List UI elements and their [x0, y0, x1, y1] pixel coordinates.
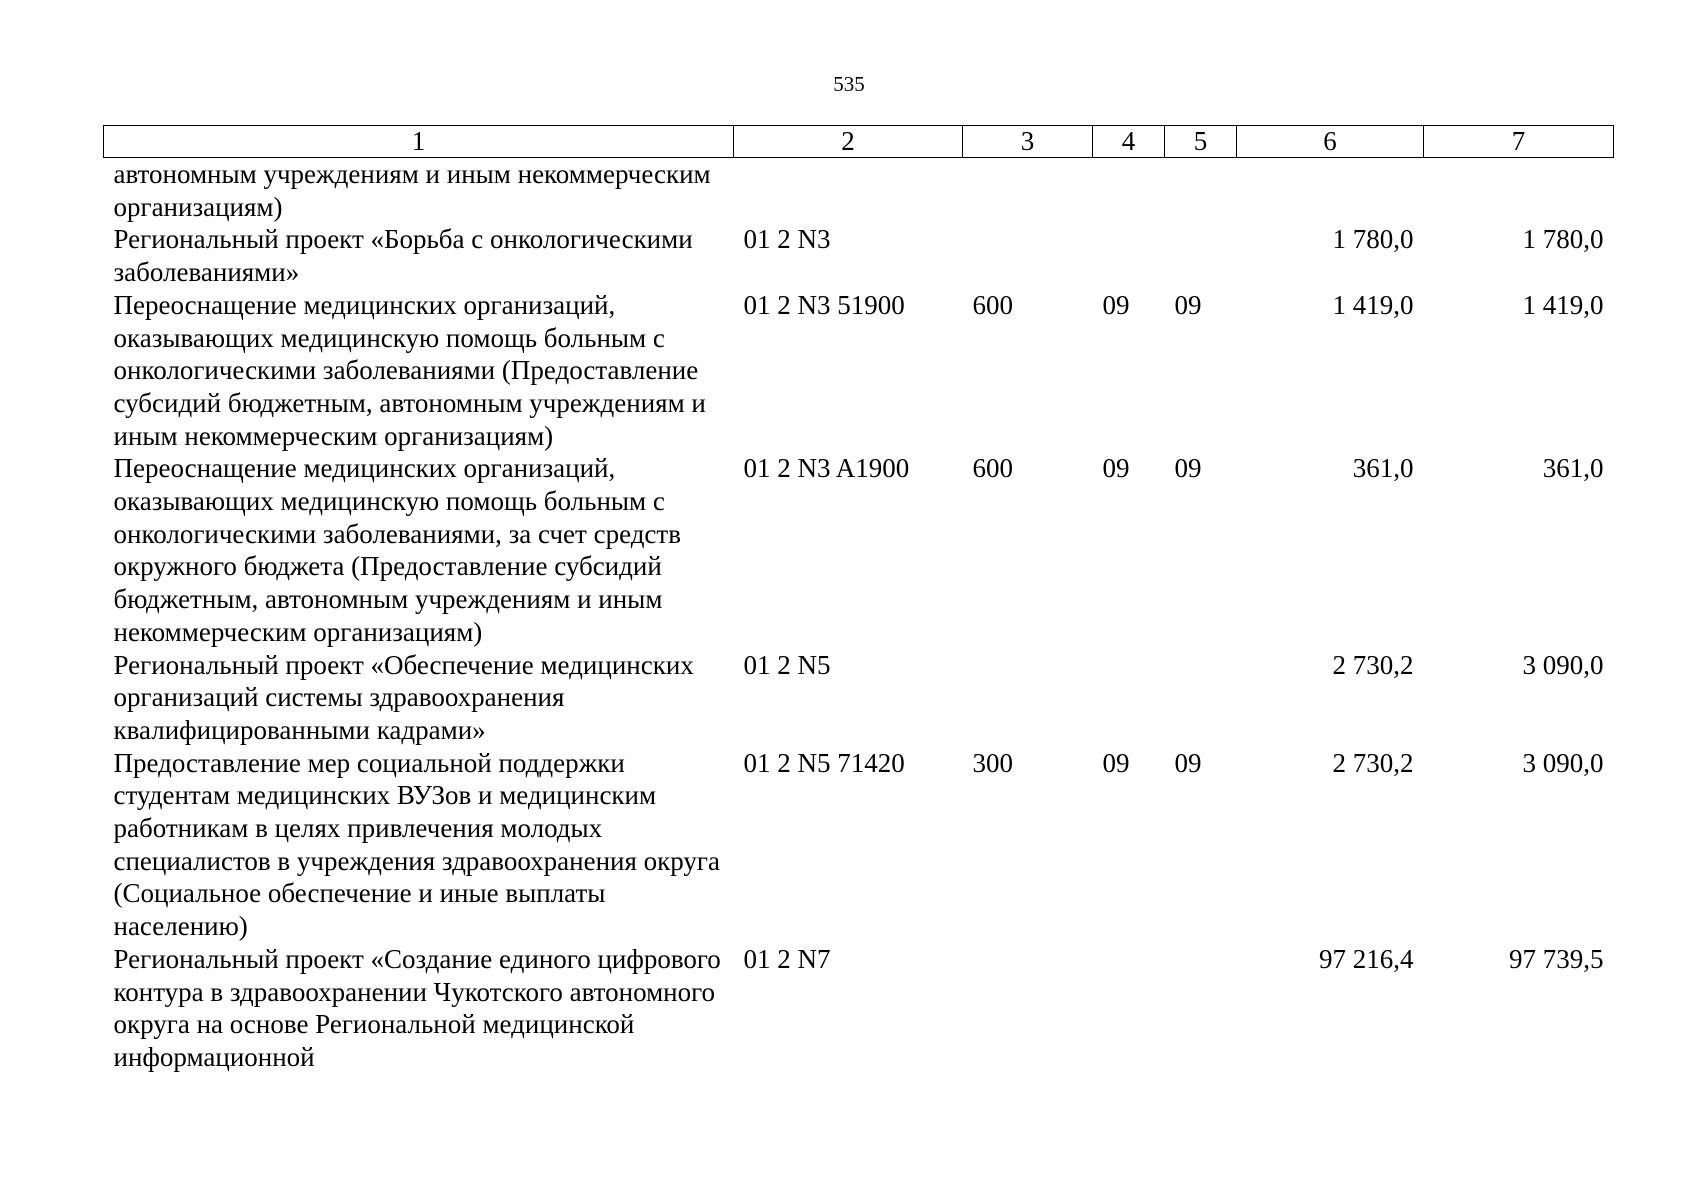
row-code [734, 158, 963, 224]
row-name: автономным учреждениям и иным некоммерческим организациям) [113, 159, 711, 222]
row-sum-col6: 1 780,0 [1332, 224, 1414, 255]
row-vr [963, 158, 1093, 224]
row-rz [1093, 223, 1165, 288]
row-pr [1165, 223, 1237, 288]
row-sum-col7: 361,0 [1542, 453, 1604, 484]
row-rz [1093, 649, 1165, 747]
row-rz [1093, 158, 1165, 224]
row-pr [1165, 943, 1237, 1074]
row-name: Переоснащение медицинских организаций, оказывающих медицинскую помощь больным с онкологическими заболеваниями, за счет средств окружного бюджета (Предоставление субсидий бюджетным, автономным учреждениям и иным некоммерческим организациям) [113, 453, 681, 647]
header-col-1: 1 [104, 126, 734, 158]
row-rz: 09 [1102, 453, 1130, 484]
row-name: Переоснащение медицинских организаций, оказывающих медицинскую помощь больным с онкологическими заболеваниями (Предоставление субсидий бюджетным, автономным учреждениям и иным некоммерческим организациям) [113, 289, 706, 451]
row-code: 01 2 N5 71420 [743, 747, 905, 778]
table-row [104, 223, 1614, 288]
header-col-6: 6 [1237, 126, 1424, 158]
table-row [104, 158, 1614, 224]
row-name: Региональный проект «Обеспечение медицинских организаций системы здравоохранения квалифицированными кадрами» [113, 649, 694, 745]
table-row [104, 943, 1614, 1074]
row-sum-col7: 1 780,0 [1522, 224, 1604, 255]
row-name: Предоставление мер социальной поддержки студентам медицинских ВУЗов и медицинским работникам в целях привлечения молодых специалистов в учреждения здравоохранения округа (Социальное обеспечение и иные выплаты населению) [113, 747, 720, 942]
row-sum-col6: 2 730,2 [1332, 747, 1414, 778]
row-rz: 09 [1102, 289, 1130, 320]
row-vr [963, 223, 1093, 288]
row-sum-col6: 361,0 [1352, 453, 1414, 484]
table-row [104, 747, 1614, 943]
row-code: 01 2 N3 51900 [743, 289, 905, 320]
row-name: Региональный проект «Создание единого цифрового контура в здравоохранении Чукотского автономного округа на основе Региональной медицинской информационной [113, 943, 721, 1072]
row-vr: 600 [972, 289, 1013, 320]
row-code: 01 2 N7 [743, 943, 831, 974]
table-header-row [104, 126, 1614, 158]
row-code: 01 2 N3 [743, 224, 831, 255]
row-sum-col6: 2 730,2 [1332, 649, 1414, 680]
row-sum-col7 [1424, 158, 1614, 224]
row-sum-col7: 97 739,5 [1509, 943, 1604, 974]
table-row [104, 289, 1614, 453]
header-col-3: 3 [963, 126, 1093, 158]
row-vr [963, 943, 1093, 1074]
row-sum-col7: 3 090,0 [1522, 649, 1604, 680]
header-col-2: 2 [734, 126, 963, 158]
row-name: Региональный проект «Борьба с онкологическими заболеваниями» [113, 224, 693, 288]
row-vr: 600 [972, 453, 1013, 484]
row-sum-col6: 1 419,0 [1332, 289, 1414, 320]
header-col-5: 5 [1165, 126, 1237, 158]
row-pr [1165, 649, 1237, 747]
row-sum-col7: 3 090,0 [1522, 747, 1604, 778]
row-code: 01 2 N3 A1900 [743, 453, 910, 484]
row-sum-col7: 1 419,0 [1522, 289, 1604, 320]
row-vr [963, 649, 1093, 747]
row-pr: 09 [1174, 453, 1202, 484]
header-col-7: 7 [1424, 126, 1614, 158]
table-row [104, 452, 1614, 648]
table-row [104, 649, 1614, 747]
page-number: 535 [833, 72, 865, 96]
row-code: 01 2 N5 [743, 649, 831, 680]
row-pr: 09 [1174, 747, 1202, 778]
header-col-4: 4 [1093, 126, 1165, 158]
row-pr [1165, 158, 1237, 224]
row-sum-col6: 97 216,4 [1319, 943, 1414, 974]
row-rz [1093, 943, 1165, 1074]
row-sum-col6 [1237, 158, 1424, 224]
budget-table [103, 125, 1614, 1074]
row-pr: 09 [1174, 289, 1202, 320]
row-vr: 300 [972, 747, 1013, 778]
row-rz: 09 [1102, 747, 1130, 778]
